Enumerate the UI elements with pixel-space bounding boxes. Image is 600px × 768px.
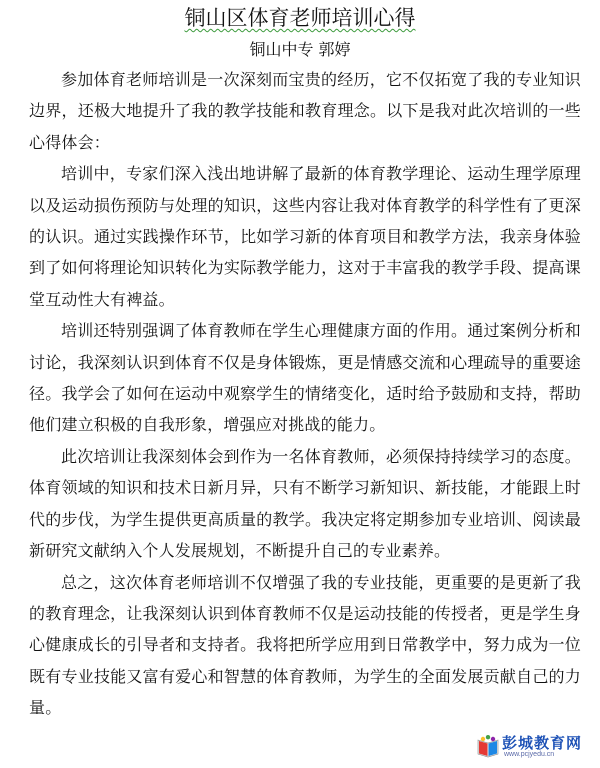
document-body (29, 64, 581, 724)
body-paragraph: 培训还特别强调了体育教师在学生心理健康方面的作用。通过案例分析和讨论，我深刻认识到体育不仅是身体锻炼，更是情感交流和心理疏导的重要途径。我学会了如何在运动中观察学生的情绪变化，适时给予鼓励和支持，帮助他们建立积极的自我形象，增强应对挑战的能力。 (29, 321, 581, 435)
watermark-text: 彭城教育网 (502, 735, 583, 752)
body-paragraph: 参加体育老师培训是一次深刻而宝贵的经历，它不仅拓宽了我的专业知识边界，还极大地提升了我的教学技能和教育理念。以下是我对此次培训的一些心得体会： (29, 70, 581, 152)
document-author: 铜山中专 郭婷 (249, 40, 351, 59)
body-paragraph: 培训中，专家们深入浅出地讲解了最新的体育教学理论、运动生理学原理以及运动损伤预防与处理的知识，这些内容让我对体育教学的科学性有了更深的认识。通过实践操作环节，比如学习新的体育项目和教学方法，我亲身体验到了如何将理论知识转化为实际教学能力，这对于丰富我的教学手段、提高课堂互动性大有裨益。 (29, 164, 581, 309)
body-paragraph: 总之，这次体育老师培训不仅增强了我的专业技能，更重要的是更新了我的教育理念，让我深刻认识到体育教师不仅是运动技能的传授者，更是学生身心健康成长的引导者和支持者。我将把所学应用到日常教学中，努力成为一位既有专业技能又富有爱心和智慧的体育教师，为学生的全面发展贡献自己的力量。 (29, 572, 581, 718)
document-title-text: 铜山区体育老师培训心得 (184, 6, 416, 30)
book-logo-icon (476, 734, 500, 758)
watermark-logo (476, 732, 594, 762)
body-paragraph: 此次培训让我深刻体会到作为一名体育教师，必须保持持续学习的态度。体育领域的知识和技术日新月异，只有不断学习新知识、新技能，才能跟上时代的步伐，为学生提供更高质量的教学。我决定将定期参加专业培训、阅读最新研究文献纳入个人发展规划，不断提升自己的专业素养。 (29, 446, 581, 561)
watermark-url: www.pcjyedu.cn (504, 751, 555, 758)
document-title (0, 2, 600, 34)
